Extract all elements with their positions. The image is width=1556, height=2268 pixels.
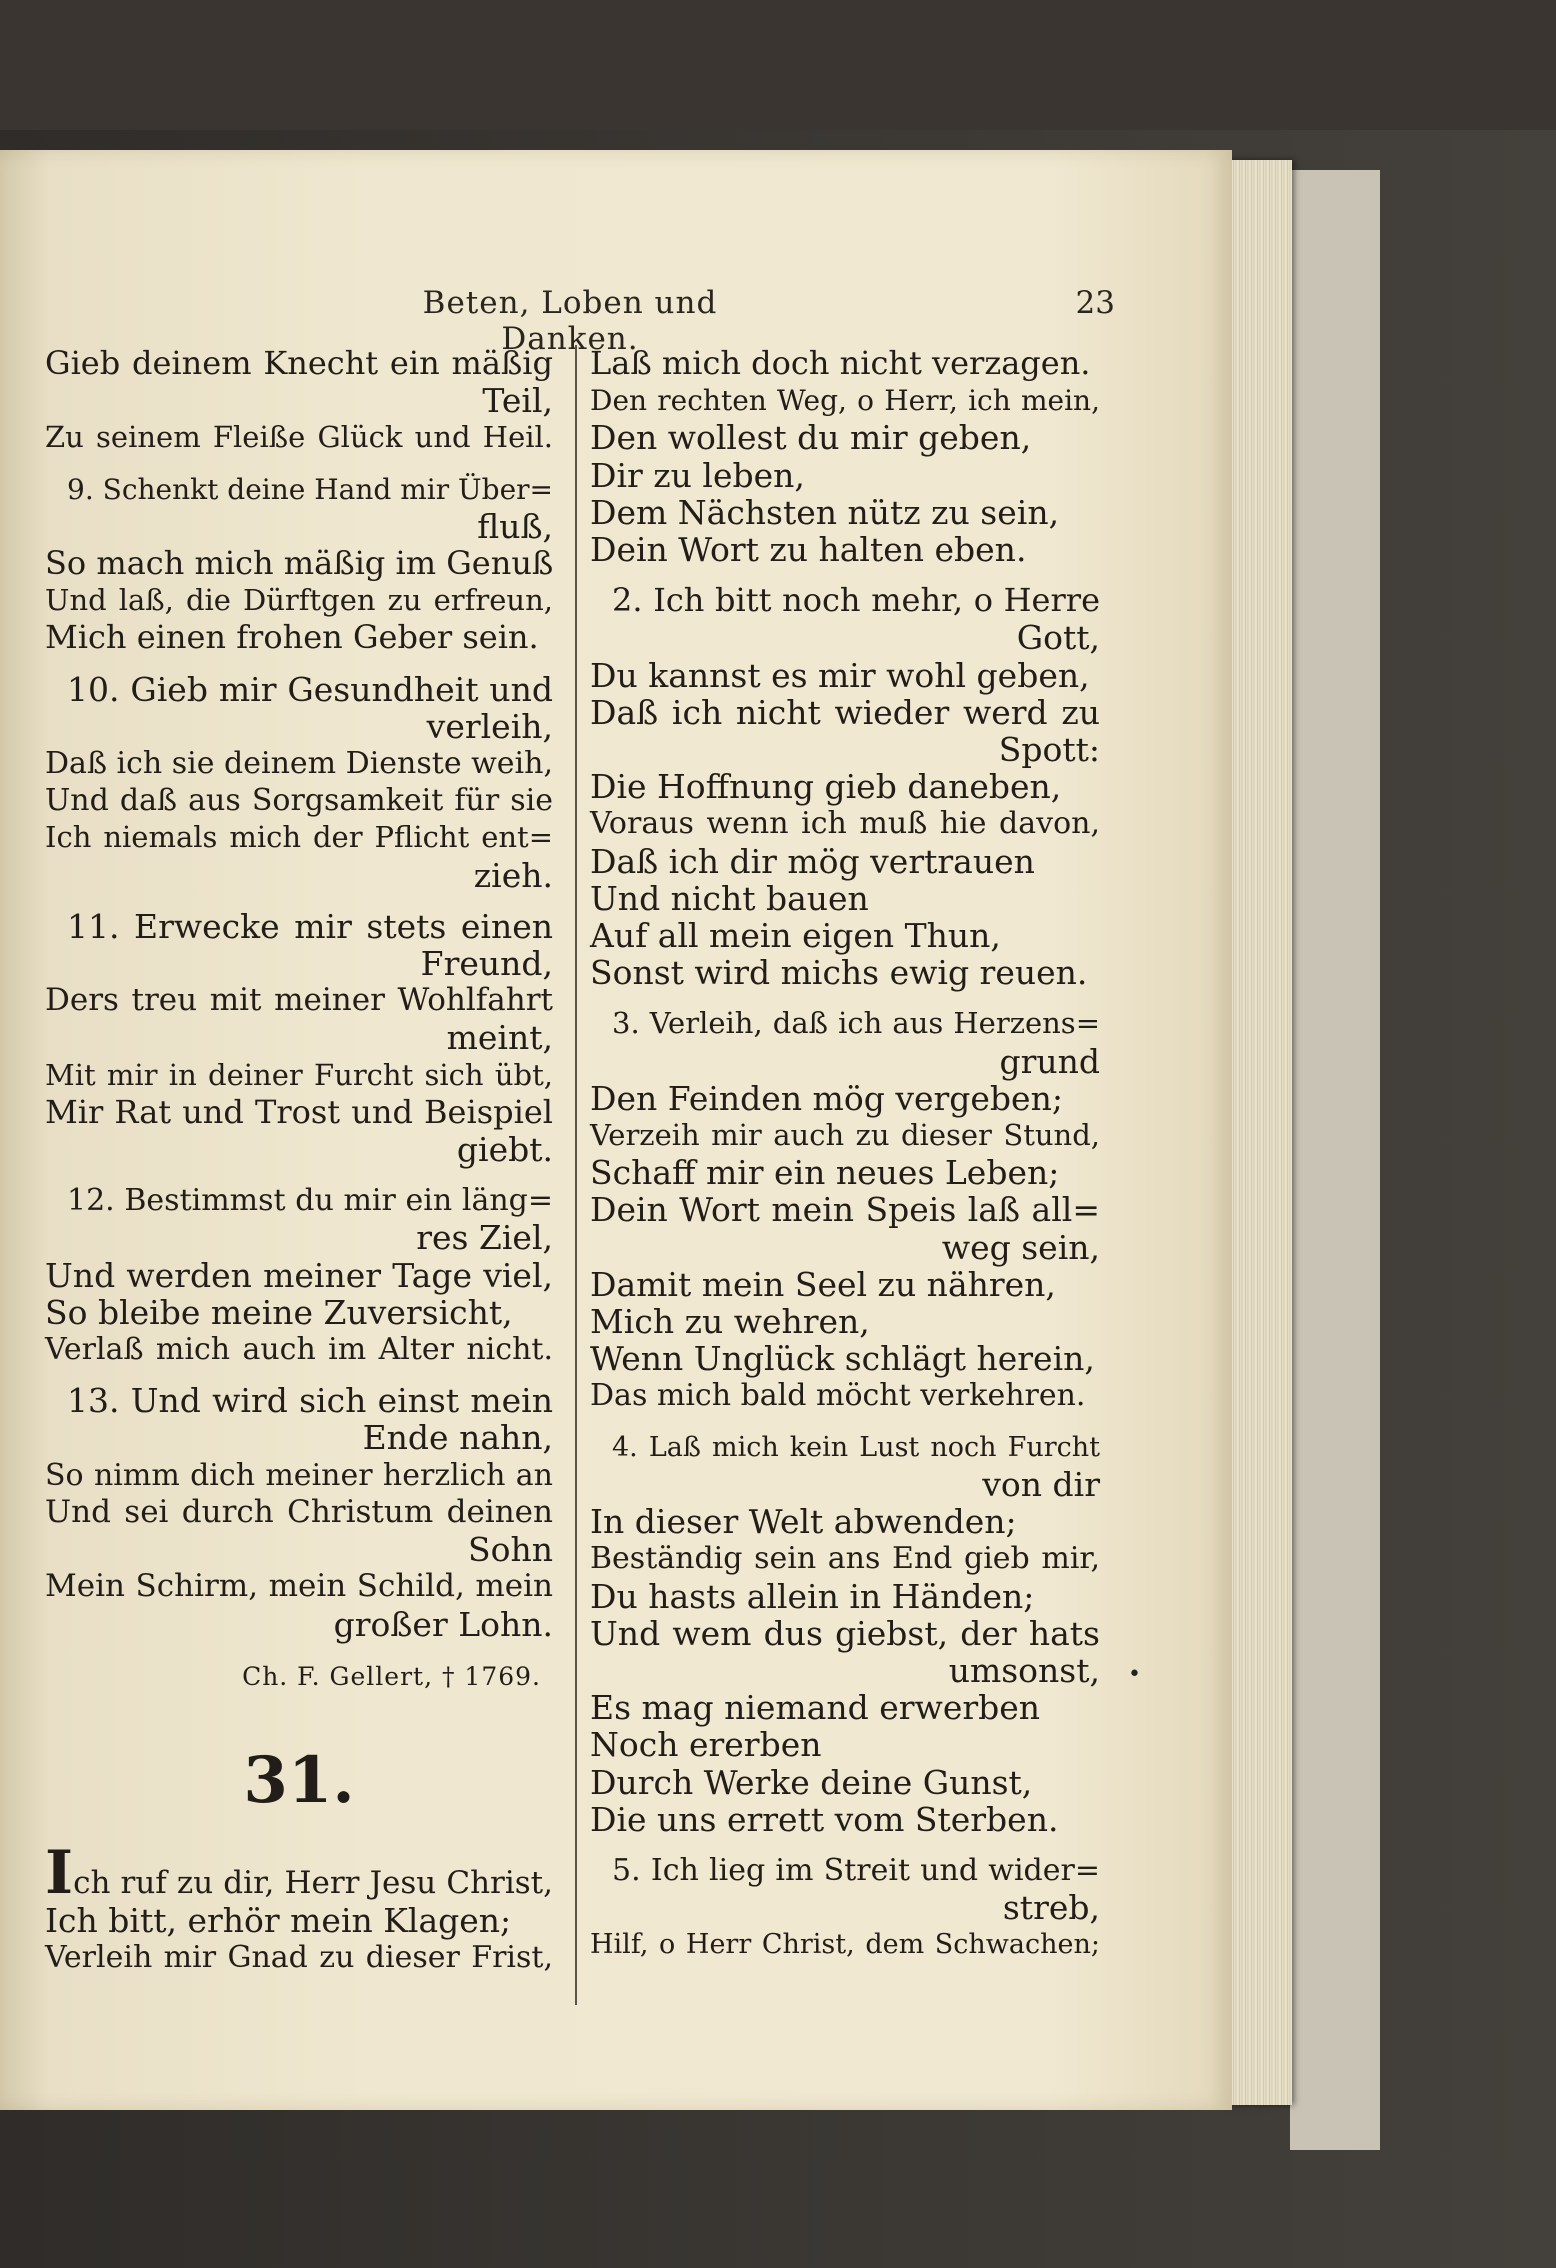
verse-line: Mich einen frohen Geber sein.: [45, 618, 539, 657]
stanza-11: [45, 908, 553, 1168]
verse-line: Du hasts allein in Händen;: [590, 1576, 1035, 1616]
verse-line: Und sei durch Christum deinen: [45, 1493, 553, 1530]
verse-line: Daß ich nicht wieder werd zu: [590, 692, 1100, 732]
verse-line: umsonst,: [948, 1650, 1100, 1690]
verse-line: 13. Und wird sich einst mein: [67, 1381, 553, 1421]
verse-line: In dieser Welt abwenden;: [590, 1502, 1017, 1542]
verse-line: Mit mir in deiner Furcht sich übt,: [45, 1057, 553, 1092]
verse-line: Daß ich dir mög vertrauen: [590, 841, 1035, 881]
hymn-number: 31.: [243, 1742, 355, 1818]
verse-line: Verleih mir Gnad zu dieser Frist,: [45, 1940, 553, 1976]
stanza-13: [45, 1382, 553, 1642]
hymn-31-stanza-1: [45, 1837, 553, 1977]
verse-line: Ders treu mit meiner Wohlfahrt: [45, 982, 553, 1019]
stanza-10: [45, 671, 553, 894]
back-board: [1290, 170, 1380, 2150]
verse-line: Dein Wort zu halten eben.: [590, 530, 1027, 570]
stanza-4: [590, 1429, 1100, 1838]
verse-line: Und nicht bauen: [590, 878, 869, 918]
verse-line: Damit mein Seel zu nähren,: [590, 1264, 1056, 1304]
verse-line: Gieb deinem Knecht ein mäßig: [45, 344, 553, 382]
verse-line: Die Hoffnung gieb daneben,: [590, 767, 1062, 807]
margin-mark: •: [1128, 1662, 1141, 1687]
verse-line: Hilf, o Herr Christ, dem Schwachen;: [590, 1929, 1100, 1961]
verse-line: Ende nahn,: [362, 1418, 553, 1458]
verse-line: zieh.: [473, 855, 553, 895]
stanza-5: [590, 1852, 1100, 1964]
verse-line: streb,: [1002, 1888, 1100, 1928]
verse-line: Sonst wird michs ewig reuen.: [590, 953, 1088, 993]
verse-line: Wenn Unglück schlägt herein,: [590, 1339, 1095, 1379]
column-rule: [575, 345, 577, 2005]
verse-line: 2. Ich bitt noch mehr, o Herre: [612, 581, 1100, 620]
verse-line: großer Lohn.: [333, 1604, 553, 1644]
verse-line: Das mich bald möcht verkehren.: [590, 1378, 1086, 1414]
verse-line: grund: [999, 1041, 1100, 1081]
verse-line: Es mag niemand erwerben: [590, 1688, 1041, 1728]
verse-line: Verzeih mir auch zu dieser Stund,: [590, 1118, 1100, 1153]
verse-line: meint,: [446, 1018, 553, 1058]
verse-line: Und wem dus giebst, der hats: [590, 1613, 1100, 1653]
verse-line: 10. Gieb mir Gesundheit und: [67, 669, 553, 709]
stanza-3: [590, 1005, 1100, 1414]
verse-line: So nimm dich meiner herzlich an: [45, 1457, 553, 1493]
verse-line: Ich bitt, erhör mein Klagen;: [45, 1900, 512, 1940]
drop-cap: I: [45, 1837, 74, 1908]
verse-line: Auf all mein eigen Thun,: [590, 916, 1001, 956]
verse-line: 3. Verleih, daß ich aus Herzens=: [612, 1006, 1100, 1041]
verse-line: Die uns errett vom Sterben.: [590, 1799, 1059, 1839]
verse-line: giebt.: [456, 1130, 553, 1170]
verse-line: Zu seinem Fleiße Glück und Heil.: [45, 420, 553, 455]
page-number: 23: [1075, 285, 1115, 321]
verse-line: von dir: [982, 1464, 1100, 1504]
verse-line: 5. Ich lieg im Streit und wider=: [612, 1852, 1100, 1888]
page-edges: [1222, 160, 1292, 2105]
verse-line: Dem Nächsten nütz zu sein,: [590, 492, 1060, 532]
verse-line: Noch ererben: [590, 1725, 822, 1765]
verse-line: Schaff mir ein neues Leben;: [590, 1153, 1060, 1193]
verse-line: Durch Werke deine Gunst,: [590, 1762, 1033, 1802]
stanza-2: [590, 582, 1100, 991]
verse-line: Daß ich sie deinem Dienste weih,: [45, 746, 554, 782]
verse-line: Mir Rat und Trost und Beispiel: [45, 1092, 553, 1131]
verse-line: Teil,: [482, 381, 553, 421]
verse-line: So mach mich mäßig im Genuß: [45, 544, 554, 583]
verse-line: Laß mich doch nicht verzagen.: [590, 344, 1091, 382]
left-column: [45, 345, 553, 1990]
verse-line: fluß,: [477, 506, 553, 546]
verse-line: 9. Schenkt deine Hand mir Über=: [67, 472, 553, 506]
verse-line: Spott:: [998, 730, 1100, 770]
verse-line: Dein Wort mein Speis laß all=: [590, 1190, 1100, 1230]
verse-line: 4. Laß mich kein Lust noch Furcht: [612, 1431, 1100, 1463]
verse-line: Den rechten Weg, o Herr, ich mein,: [590, 384, 1100, 418]
running-head: Beten, Loben und Danken.: [422, 285, 718, 357]
verse-line: So bleibe meine Zuversicht,: [45, 1292, 513, 1332]
stanza-8-tail: [45, 345, 553, 457]
stanza-12: [45, 1182, 553, 1368]
verse-line: Sohn: [468, 1530, 553, 1570]
verse-line: Mich zu wehren,: [590, 1302, 870, 1342]
verse-line: [45, 1837, 553, 1908]
verse-line: Verlaß mich auch im Alter nicht.: [45, 1332, 553, 1368]
author-attribution: Ch. F. Gellert, † 1769.: [242, 1661, 541, 1691]
verse-line: Freund,: [420, 944, 553, 984]
right-column: [590, 345, 1100, 1978]
verse-line: Du kannst es mir wohl geben,: [590, 655, 1090, 695]
verse-line: Ich niemals mich der Pflicht ent=: [45, 820, 553, 855]
verse-line: 11. Erwecke mir stets einen: [67, 906, 553, 946]
verse-line: 12. Bestimmst du mir ein läng=: [67, 1183, 553, 1219]
verse-line: Und daß aus Sorgsamkeit für sie: [45, 783, 553, 819]
verse-line: res Ziel,: [416, 1218, 553, 1258]
verse-line: Und laß, die Dürftgen zu erfreun,: [45, 583, 553, 618]
verse-line-rest: ch ruf zu dir, Herr Jesu Christ,: [73, 1864, 553, 1901]
verse-line: Voraus wenn ich muß hie davon,: [590, 806, 1100, 842]
stanza-9: [45, 471, 553, 657]
verse-line: Den Feinden mög vergeben;: [590, 1078, 1063, 1118]
verse-line: verleih,: [426, 706, 553, 746]
verse-line: Dir zu leben,: [590, 455, 805, 495]
verse-line: Den wollest du mir geben,: [590, 418, 1032, 458]
stanza-1-tail: [590, 345, 1100, 568]
verse-line: weg sein,: [941, 1227, 1100, 1267]
verse-line: Beständig sein ans End gieb mir,: [590, 1541, 1100, 1577]
verse-line: Und werden meiner Tage viel,: [45, 1255, 553, 1295]
verse-line: Gott,: [1016, 618, 1100, 658]
verse-line: Mein Schirm, mein Schild, mein: [45, 1568, 553, 1605]
